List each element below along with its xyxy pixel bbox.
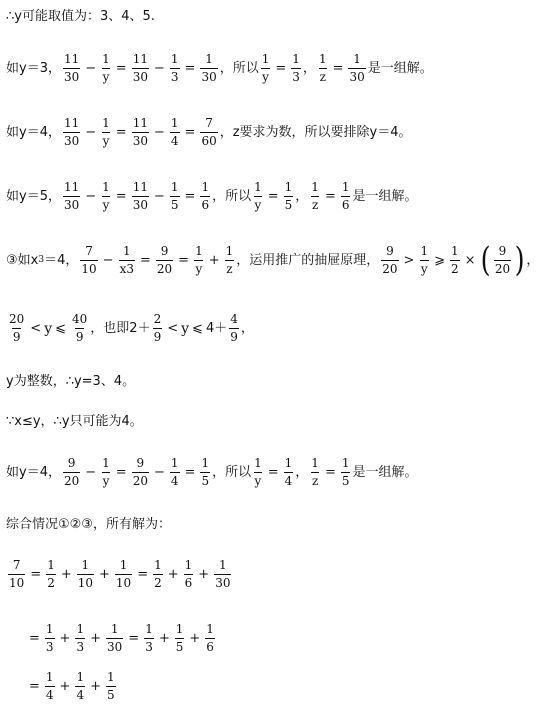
so-text: ，所以 [212,465,252,480]
minus-sign: − [153,61,165,76]
equals-sign: = [275,61,287,76]
comma: ， [302,61,316,76]
fraction: $\frac{1}{x3}$ [119,244,134,276]
fraction: $\frac{1}{3}$ [145,622,153,654]
fraction: $\frac{20}{9}$ [9,312,25,344]
pigeonhole-text: ，运用推广的抽屉原理， [236,253,380,268]
minus-sign: − [85,61,97,76]
equals-sign: = [267,465,279,480]
fraction: $\frac{1}{30}$ [349,52,365,84]
fraction: $\frac{1}{3}$ [45,622,54,654]
comma: ， [526,253,540,268]
greater-than-sign: > [403,253,415,268]
fraction: $\frac{1}{6}$ [184,558,193,590]
plus-sign: + [158,631,170,646]
line-case-y4-solution [6,456,418,489]
comma: ， [295,189,309,204]
fraction: $\frac{1}{3}$ [170,52,179,84]
fraction: $\frac{40}{9}$ [72,312,88,344]
fraction: $\frac{1}{y}$ [420,244,429,276]
plus-sign: + [198,567,210,582]
equals-sign: = [115,61,127,76]
less-equal-sign: ⩽ [192,321,203,336]
fraction: $\frac{1}{z}$ [311,180,319,212]
case-lead: 如y＝5， [6,189,61,204]
line-all-solutions-3 [26,670,118,703]
fraction: $\frac{2}{9}$ [153,312,162,344]
case-lead: 如y＝3， [6,61,61,76]
fraction: $\frac{1}{y}$ [102,180,110,212]
line-case-y5 [6,180,418,213]
equals-sign: = [324,189,336,204]
equals-sign: = [184,465,196,480]
plus-sign: + [208,253,220,268]
plus-sign: + [59,631,71,646]
equals-sign: = [184,189,196,204]
times-sign: × [464,253,476,268]
plus-sign: + [90,631,101,646]
fraction: $\frac{1}{5}$ [284,180,293,212]
line-case-y4-excluded [6,116,412,149]
comma: ， [240,321,254,336]
also-text: ，也即2＋ [90,321,151,336]
fraction: $\frac{1}{5}$ [201,456,210,488]
plus-sign: + [90,679,101,694]
possible-values-text: ∴y可能取值为：3、4、5. [6,9,155,24]
comma: ， [295,465,309,480]
minus-sign: − [85,125,97,140]
minus-sign: − [85,189,97,204]
fraction: $\frac{1}{30}$ [107,622,123,654]
fraction: $\frac{1}{3}$ [76,622,85,654]
fraction: $\frac{1}{z}$ [225,244,234,276]
fraction: $\frac{11}{30}$ [63,180,80,212]
fraction: $\frac{1}{4}$ [284,456,293,488]
plus-sign: + [167,567,179,582]
fraction: $\frac{1}{z}$ [318,52,327,84]
fraction: $\frac{1}{y}$ [254,456,262,488]
fraction: $\frac{11}{30}$ [63,52,80,84]
minus-sign: − [153,189,165,204]
fraction: $\frac{9}{20}$ [132,456,148,488]
fraction: $\frac{11}{30}$ [132,116,148,148]
subscript: 3 [38,255,45,265]
right-paren: ) [514,240,525,281]
equals-sign: = [332,61,344,76]
line-y-integer [6,375,135,388]
fraction: $\frac{1}{10}$ [115,558,132,590]
fraction: $\frac{1}{y}$ [254,180,262,212]
equals-sign: = [29,631,40,646]
fraction: $\frac{1}{2}$ [47,558,55,590]
minus-sign: − [85,465,97,480]
equals-sign: = [29,679,40,694]
line-possible-values [6,10,155,23]
fraction: $\frac{1}{5}$ [107,670,115,702]
equals-sign: = [115,465,127,480]
equals-sign: = [128,631,140,646]
equals-sign: = [115,189,127,204]
fraction: $\frac{11}{30}$ [132,52,148,84]
case-lead: ③如x [6,253,39,268]
equals-sign: = [184,61,196,76]
case-lead: 如y＝4， [6,465,61,480]
equals-sign: = [178,253,190,268]
fraction: $\frac{1}{6}$ [341,180,350,212]
less-equal-sign: ⩽ [55,321,67,336]
fraction: $\frac{1}{30}$ [201,52,217,84]
fraction: $\frac{1}{5}$ [175,622,184,654]
line-all-solutions-1 [6,558,233,591]
y-integer-text: y为整数，∴y=3、4。 [6,374,136,389]
less-than-sign: < [30,321,42,336]
less-than-sign: < [167,321,179,336]
fraction: $\frac{7}{10}$ [9,558,25,590]
fraction: $\frac{1}{y}$ [102,52,110,84]
fraction: $\frac{1}{2}$ [154,558,162,590]
minus-sign: − [153,125,165,140]
left-paren: ( [480,240,491,281]
plus-sign: + [59,679,71,694]
fraction: $\frac{1}{6}$ [201,180,210,212]
fraction: $\frac{1}{4}$ [170,456,179,488]
fraction: $\frac{1}{2}$ [451,244,459,276]
equals-sign: = [115,125,127,140]
fraction: $\frac{1}{5}$ [170,180,179,212]
plus-sign: + [189,631,201,646]
fraction: $\frac{9}{20}$ [156,244,173,276]
line-inequality-range [6,312,254,345]
fraction: $\frac{11}{30}$ [132,180,148,212]
plus-sign: + [99,567,110,582]
equals-sign: = [184,125,196,140]
fraction: $\frac{1}{z}$ [311,456,319,488]
plus-sign: + [60,567,72,582]
fraction: $\frac{9}{20}$ [382,244,398,276]
fraction: $\frac{1}{6}$ [206,622,214,654]
solution-text: 是一组解。 [352,189,418,204]
fraction: $\frac{1}{4}$ [170,116,179,148]
equals-sign: = [137,567,149,582]
fraction: $\frac{1}{30}$ [215,558,231,590]
exclude-text: ，z要求为数，所以要排除y＝4。 [219,125,412,140]
equals-sign: = [324,465,336,480]
summary-heading: 综合情况①②③，所有解为： [6,517,171,532]
fraction: $\frac{1}{10}$ [77,558,94,590]
fraction: $\frac{1}{y}$ [195,244,203,276]
fraction: $\frac{1}{4}$ [45,670,54,702]
bound-text: 4＋ [205,321,228,336]
solution-text: 是一组解。 [367,61,433,76]
line-summary-heading [6,518,171,531]
fraction: $\frac{11}{30}$ [63,116,80,148]
line-all-solutions-2 [26,622,217,655]
line-y-only-4 [6,415,143,428]
variable-y: y [181,320,190,337]
fraction: $\frac{1}{y}$ [261,52,270,84]
so-text: ，所以 [212,189,252,204]
fraction: $\frac{1}{y}$ [102,456,110,488]
equals-sign: = [267,189,279,204]
minus-sign: − [102,253,114,268]
fraction: $\frac{1}{5}$ [341,456,350,488]
minus-sign: − [153,465,165,480]
line-case3-x3 [6,240,540,281]
equals-sign: = [139,253,151,268]
equals-sign: = [30,567,42,582]
y-only-text: ∵x≤y，∴y只可能为4。 [6,414,143,429]
fraction: $\frac{9}{20}$ [494,244,511,276]
variable-y: y [44,320,53,337]
fraction: $\frac{9}{20}$ [63,456,80,488]
case-lead: 如y＝4， [6,125,61,140]
case-lead-2: ＝4， [44,253,79,268]
fraction: $\frac{1}{4}$ [76,670,85,702]
fraction: $\frac{7}{60}$ [201,116,217,148]
line-case-y3 [6,52,433,85]
solution-text: 是一组解。 [352,465,418,480]
so-text: ，所以 [219,61,259,76]
fraction: $\frac{1}{y}$ [102,116,110,148]
fraction: $\frac{4}{9}$ [230,312,238,344]
fraction: $\frac{7}{10}$ [81,244,97,276]
fraction: $\frac{1}{3}$ [292,52,300,84]
greater-equal-sign: ⩾ [434,253,445,268]
